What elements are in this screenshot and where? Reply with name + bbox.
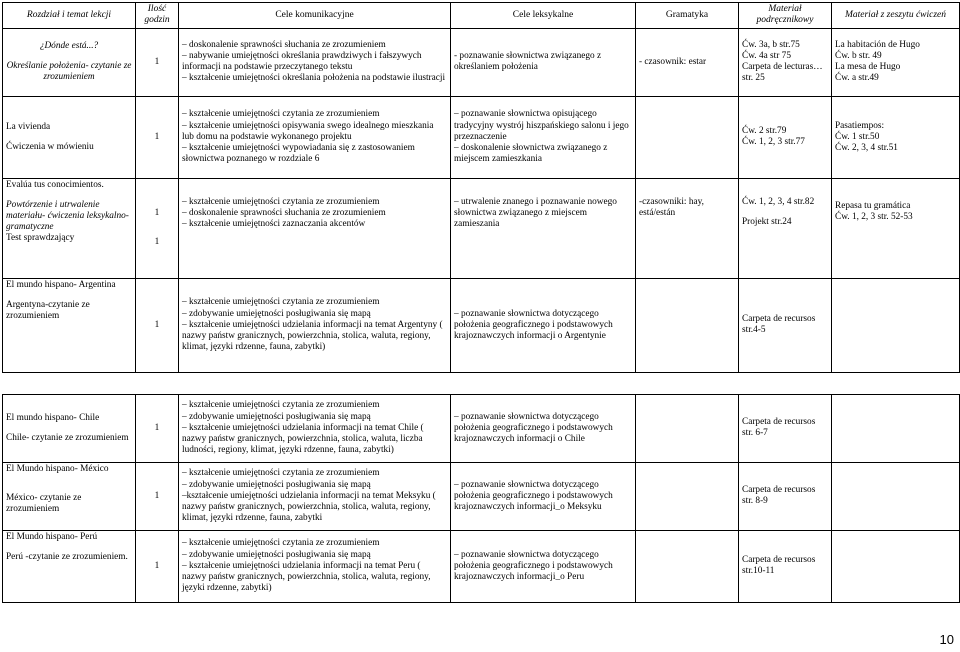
- textbook-item: Carpeta de recursos str. 8-9: [742, 485, 816, 507]
- comm-item: – kształcenie umiejętności czytania ze zrozumieniem: [182, 468, 380, 479]
- hours-cell: 1: [136, 28, 179, 96]
- topic-subtitle: Perú -czytanie ze zrozumieniem.: [6, 551, 128, 562]
- comm-cell: [179, 530, 451, 602]
- textbook-item: Ćw. 3a, b str.75: [742, 39, 800, 50]
- comm-item: – kształcenie umiejętności czytania ze zrozumieniem: [182, 196, 380, 207]
- gram-cell: [636, 462, 739, 530]
- comm-item: – kształcenie umiejętności udzielania informacji na temat Peru ( nazwy państw granicznych, powierzchnia, stolica, waluta, regiony, języki rdzenne, zabytki): [182, 560, 431, 594]
- textbook-item: Carpeta de recursos str.10-11: [742, 555, 816, 577]
- header-communicative-goals: Cele komunikacyjne: [179, 3, 451, 29]
- hours-cell: 1: [136, 462, 179, 530]
- comm-item: – zdobywanie umiejętności posługiwania się mapą: [182, 479, 371, 490]
- lex-item: – poznawanie słownictwa dotyczącego położenia geograficznego i podstawowych krajoznawczych informacji o Argentynie: [454, 308, 613, 341]
- topic-subtitle: Powtórzenie i utrwalenie materiału- ćwiczenia leksykalno-gramatyczne: [6, 199, 129, 233]
- topic-cell: [3, 278, 136, 372]
- workbook-cell: [832, 394, 960, 462]
- workbook-item: Ćw. 2, 3, 4 str.51: [835, 142, 898, 153]
- workbook-cell: [832, 96, 960, 178]
- textbook-cell: [739, 462, 832, 530]
- topic-title: La vivienda: [6, 121, 51, 132]
- topic-subtitle: Określanie położenia- czytanie ze zrozumieniem: [6, 61, 132, 83]
- textbook-item: Ćw. 1, 2, 3, 4 str.82: [742, 196, 815, 207]
- header-hours: Ilość godzin: [136, 3, 179, 29]
- topic-subtitle: México- czytanie ze zrozumieniem: [6, 492, 82, 515]
- comm-item: – kształcenie umiejętności czytania ze zrozumieniem: [182, 109, 380, 120]
- textbook-cell: [739, 178, 832, 278]
- comm-item: – kształcenie umiejętności udzielania informacji na temat Chile ( nazwy państw granicznych, powierzchnia, stolica, waluta, liczba ludności, regiony, klimat, języki rdzenne, fauna, zabytki): [182, 422, 424, 456]
- comm-item: – doskonalenie sprawności słuchania ze zrozumieniem: [182, 39, 386, 50]
- topic-subtitle: Test sprawdzający: [6, 233, 75, 244]
- topic-subtitle: Chile- czytanie ze zrozumieniem: [6, 432, 129, 443]
- textbook-item: Ćw. 1, 2, 3 str.77: [742, 137, 805, 148]
- textbook-item: Ćw. 4a str 75: [742, 51, 791, 62]
- table-row: [3, 278, 960, 372]
- textbook-item: Projekt str.24: [742, 216, 792, 227]
- comm-item: –kształcenie umiejętności udzielania informacji na temat Meksyku ( nazwy państw granicznych, powierzchnia, stolica, waluta, regiony, klimat, języki rdzenne, fauna, zabytki: [182, 490, 436, 524]
- gram-item: - czasownik: estar: [639, 56, 707, 67]
- comm-cell: [179, 394, 451, 462]
- comm-cell: [179, 28, 451, 96]
- comm-item: – zdobywanie umiejętności posługiwania się mapą: [182, 308, 371, 319]
- lex-cell: [451, 462, 636, 530]
- gram-cell: [636, 530, 739, 602]
- comm-item: – kształcenie umiejętności czytania ze zrozumieniem: [182, 538, 380, 549]
- spacer-row: [3, 372, 960, 394]
- lex-item: – poznawanie słownictwa dotyczącego położenia geograficznego i podstawowych krajoznawczych informacji_o Meksyku: [454, 479, 613, 512]
- lex-item: – utrwalenie znanego i poznawanie nowego słownictwa związanego z miejscem zamieszania: [454, 196, 617, 230]
- header-grammar: Gramatyka: [636, 3, 739, 29]
- workbook-item: Ćw. 1, 2, 3 str. 52-53: [835, 211, 913, 222]
- workbook-item: Pasatiempos:: [835, 120, 885, 131]
- comm-item: – kształcenie umiejętności wypowiadania się z zastosowaniem słownictwa poznanego w rozdziale 6: [182, 142, 415, 165]
- table-row: [3, 178, 960, 278]
- page-number: 10: [939, 632, 954, 647]
- comm-item: – zdobywanie umiejętności posługiwania się mapą: [182, 549, 371, 560]
- topic-cell: [3, 28, 136, 96]
- gram-cell: [636, 394, 739, 462]
- hours-value: 1: [154, 237, 160, 248]
- workbook-cell: [832, 178, 960, 278]
- textbook-cell: [739, 530, 832, 602]
- hours-cell: 1: [136, 278, 179, 372]
- workbook-item: La habitación de Hugo: [835, 39, 920, 50]
- topic-cell: [3, 96, 136, 178]
- topic-title: El Mundo hispano- Perú: [6, 531, 98, 542]
- topic-title: El mundo hispano- Chile: [6, 412, 100, 423]
- lex-item: – poznawanie słownictwa dotyczącego położenia geograficznego i podstawowych krajoznawczych informacji_o Peru: [454, 549, 613, 582]
- header-workbook-material: Materiał z zeszytu ćwiczeń: [832, 3, 960, 29]
- lex-item: – poznawanie słownictwa dotyczącego położenia geograficznego i podstawowych krajoznawczych informacji o Chile: [454, 411, 613, 444]
- hours-cell: 1: [136, 530, 179, 602]
- topic-title: El mundo hispano- Argentina: [6, 279, 116, 290]
- workbook-item: Repasa tu gramática: [835, 200, 911, 211]
- gram-cell: [636, 96, 739, 178]
- lex-cell: [451, 394, 636, 462]
- lex-item: - poznawanie słownictwa związanego z określaniem położenia: [454, 51, 602, 73]
- table-row: [3, 96, 960, 178]
- comm-item: – kształcenie umiejętności określania położenia na podstawie ilustracji: [182, 73, 446, 84]
- header-lexical-goals: Cele leksykalne: [451, 3, 636, 29]
- lesson-plan-table: [2, 2, 960, 603]
- topic-cell: [3, 530, 136, 602]
- comm-item: – kształcenie umiejętności udzielania informacji na temat Argentyny ( nazwy państw granicznych, powierzchnia, stolica, waluta, regiony, klimat, języki rdzenne, fauna, zabytki): [182, 319, 443, 353]
- gram-item: -czasowniki: hay, está/están: [639, 196, 704, 218]
- textbook-item: Carpeta de recursos str. 6-7: [742, 417, 816, 439]
- textbook-cell: [739, 278, 832, 372]
- hours-value: 1: [154, 208, 160, 219]
- topic-title: El Mundo hispano- México: [6, 463, 109, 474]
- workbook-item: La mesa de Hugo: [835, 62, 901, 73]
- lex-cell: [451, 96, 636, 178]
- lex-item: – doskonalenie słownictwa związanego z miejscem zamieszkania: [454, 142, 608, 165]
- topic-title: ¿Dónde está...?: [39, 41, 99, 52]
- comm-cell: [179, 178, 451, 278]
- topic-title: Evalúa tus conocimientos.: [6, 179, 104, 190]
- topic-cell: [3, 462, 136, 530]
- table-row: [3, 28, 960, 96]
- workbook-cell: [832, 278, 960, 372]
- spacer: [3, 372, 960, 394]
- comm-cell: [179, 462, 451, 530]
- hours-cell: 1: [136, 96, 179, 178]
- comm-item: – kształcenie umiejętności czytania ze zrozumieniem: [182, 400, 380, 411]
- hours-cell: 1: [136, 394, 179, 462]
- header-topic: Rozdział i temat lekcji: [3, 3, 136, 29]
- topic-cell: [3, 178, 136, 278]
- table-row: [3, 530, 960, 602]
- comm-item: – kształcenie umiejętności zaznaczania akcentów: [182, 219, 366, 230]
- textbook-item: Carpeta de lecturas… str. 25: [742, 62, 823, 84]
- comm-item: – nabywanie umiejętności określania prawdziwych i fałszywych informacji na podstawie przeczytanego tekstu: [182, 51, 422, 73]
- table-row: [3, 394, 960, 462]
- gram-cell: [636, 278, 739, 372]
- lex-cell: [451, 278, 636, 372]
- workbook-item: Ćw. b str. 49: [835, 51, 882, 62]
- comm-item: – kształcenie umiejętności opisywania swego idealnego mieszkania lub domu na podstawie wykonanego projektu: [182, 120, 434, 142]
- lex-item: – poznawanie słownictwa opisującego tradycyjny wystrój hiszpańskiego salonu i jego przeznaczenie: [454, 109, 629, 142]
- topic-subtitle: Ćwiczenia w mówieniu: [6, 141, 94, 152]
- lex-cell: [451, 28, 636, 96]
- gram-cell: [636, 28, 739, 96]
- comm-cell: [179, 96, 451, 178]
- lex-cell: [451, 530, 636, 602]
- textbook-cell: [739, 96, 832, 178]
- workbook-cell: [832, 28, 960, 96]
- gram-cell: [636, 178, 739, 278]
- topic-subtitle: Argentyna-czytanie ze zrozumieniem: [6, 299, 90, 322]
- comm-item: – zdobywanie umiejętności posługiwania się mapą: [182, 411, 371, 422]
- workbook-cell: [832, 462, 960, 530]
- textbook-cell: [739, 394, 832, 462]
- header-textbook-material: Materiał podręcznikowy: [739, 3, 832, 29]
- comm-cell: [179, 278, 451, 372]
- workbook-item: Ćw. 1 str.50: [835, 131, 880, 142]
- workbook-cell: [832, 530, 960, 602]
- topic-cell: [3, 394, 136, 462]
- table-row: [3, 462, 960, 530]
- comm-item: – doskonalenie sprawności słuchania ze zrozumieniem: [182, 207, 386, 218]
- hours-cell: [136, 178, 179, 278]
- workbook-item: Ćw. a str.49: [835, 73, 879, 84]
- lex-cell: [451, 178, 636, 278]
- comm-item: – kształcenie umiejętności czytania ze zrozumieniem: [182, 297, 380, 308]
- textbook-item: Carpeta de recursos str.4-5: [742, 314, 816, 336]
- textbook-cell: [739, 28, 832, 96]
- header-row: [3, 3, 960, 29]
- textbook-item: Ćw. 2 str.79: [742, 126, 787, 137]
